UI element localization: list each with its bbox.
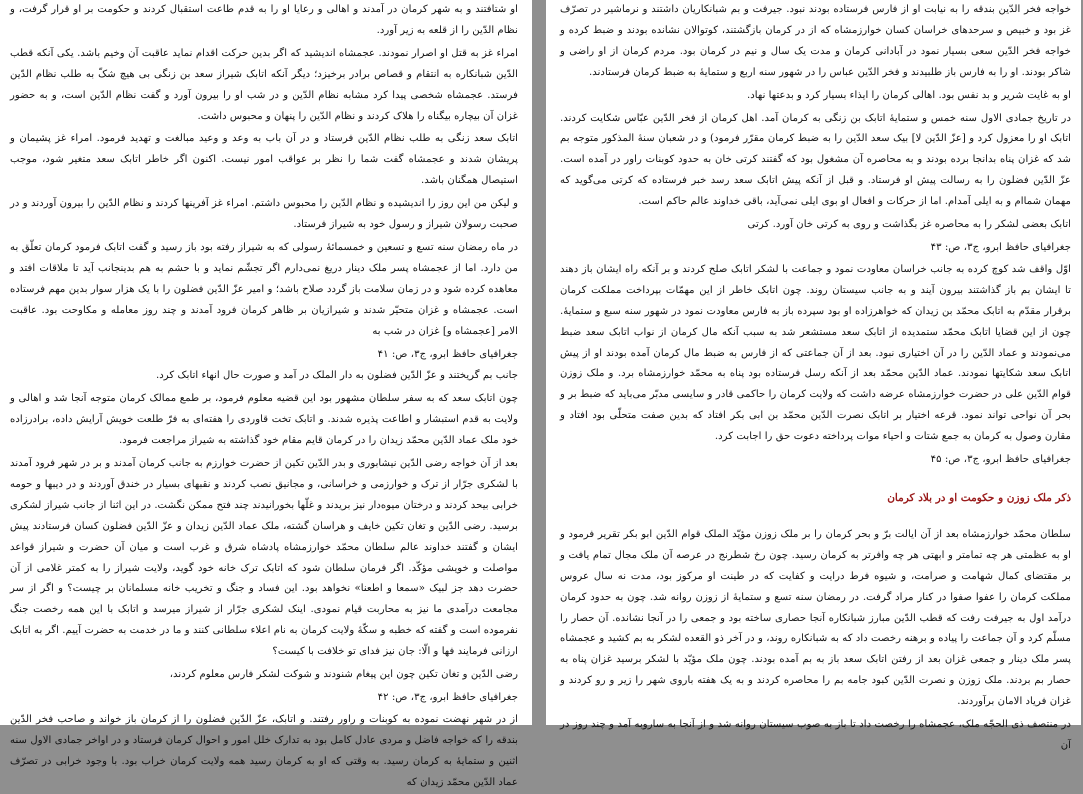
text-paragraph: در ماه رمضان سنه تسع و تسعین و خمسمائهٔ رسولی که به شیراز رفته بود باز رسید و گفت اتابک فرمود کرمان تعلّق به من دارد. اما از عجمشاه پسر ملک دینار دریغ نمی‌دارم اگر تجشّم نماید و با حشم به هم بدینجانب آید تا ملاقات افتد و معاهده کرده شود و در زمان سلامت باز گردد صلاح باشد؛ و امیر عزّ الدّین فضلون را با یک هزار سوار بدین مهم فرستاده است. عجمشاه و غزان متحیّر شدند و شیرازیان بر ظاهر کرمان فرود آمدند و چند روز معامله و مکاوحت بود. عاقبت الامر [عجمشاه و] غزان در شب به [10, 241, 518, 337]
section-heading: ذکر ملک زوزن و حکومت او در بلاد کرمان [887, 491, 1071, 504]
source-reference: جغرافیای حافظ ابرو، ج۳، ص: ۴۱ [377, 348, 518, 360]
text-paragraph: سلطان محمّد خوارزمشاه بعد از آن ایالت برّ و بحر کرمان را بر ملک زوزن مؤیّد الملک قوام الدّین ابو بکر تقریر فرمود و او به عظمتی هر چه تمامتر و ابهتی هر چه وافرتر به کرمان رسید. چون رخ شطرنج در عرصه آن ملک مجال تمام یافت و بر مقتضای کمال شهامت و صرامت، و شیوه فرط درایت و کفایت که در طینت او مرکوز بود، مدت نه سال عروس مملکت کرمان را عفوا صفوا در کنار مراد گرفت. در رمضان سنه تسع و ستمایهٔ از زوزن روانه شد. چون به حدود کرمان درآمد اول به جیرفت رفت که قطب الدّین مبارز شبانکاره آنجا حصاری ساخته بود و جمعی را در آنجا نشانده. آن حصار را مسلّم کرد و آن جماعت را پیاده و برهنه رخصت داد که به شبانکاره روند، و در آخر ذو القعده لشکر به بم کشید و عجمشاه پسر ملک دینار و جمعی غزان بعد از رفتن اتابک سعد باز به بم آمده بودند. چون ملک مؤیّد با لشکر برسید غزان پناه به حصار بم بردند. ملک زوزن و نصرت الدّین کبود جامه بم را محاصره کردند و به یک هفته باروی شهر را زیر و رو کردند و غزان فریاد الامان برآوردند. [560, 528, 1071, 708]
document-page-left [0, 0, 532, 788]
page-body-left [10, 0, 518, 794]
source-reference: جغرافیای حافظ ابرو، ج۳، ص: ۴۵ [930, 454, 1071, 466]
text-paragraph: اتابک سعد زنگی به طلب نظام الدّین فرستاد و در آن باب به وعد و وعید مبالغت و تهدید فرمود. امراء غز پشیمان و پریشان شدند و عجمشاه گفت شما را نظر بر عواقب امور نیست. اکنون اگر خاطر اتابک سعد متغیر شود، موجب استیصال همگنان باشد. [10, 133, 518, 187]
text-paragraph: بعد از آن خواجه رضی الدّین نیشابوری و بدر الدّین تکین از حضرت خوارزم به جانب کرمان آمدند و بر در شهر فرود آمدند با لشکری جرّار از ترک و خوارزمی و خراسانی، و مجانیق نصب کردند و نقبهای بسیار در خندق آوردند و در دیبها و حومه خرابی بیحد کردند و درختان میوه‌دار نیز بریدند و غلّها بخورانیدند چند فتح ممکن نگشت. در این اثنا از جانب شیراز لشکری برسید. رضی الدّین و تغان تکین خایف و هراسان گشته، ملک عماد الدّین زیدان و عزّ الدّین فضلون کسان فرستادند پیش ایشان و گفتند خداوند عالم سلطان محمّد خوارزمشاه پادشاه شرق و غرب است و میان آن حضرت و شیراز قواعد مواصلت و خویشی مؤکّد. اگر فرمان سلطان شود که اتابک ترک خانه خود گوید، ولایت شیراز را به کمتر غلامی از آن حضرت دهد جز لبیک «سمعا و اطعنا» نخواهد بود. این فساد و جنگ و تخریب خانه مسلمانان بر چیست؟ و اگر از سر مجامعت درآمدی ما نیز به محاربت قیام نمودی. اینک لشکری جرّار از شیراز میرسد و اتابک با این همه رخصت جنگ نفرموده است و گفته که خطبه و سکّهٔ ولایت کرمان به نام اعلاء سلطانی کنند و ما در خدمت به حضرت آییم. اگر به اتابک ارزانی فرمایند فها و الّا: جان نیز فدای تو خلافت با کیست؟ [10, 458, 518, 658]
text-paragraph: در تاریخ جمادی الاول سنه خمس و ستمایهٔ اتابک بن زنگی به کرمان آمد. اهل کرمان از فخر الدّین عبّاس شکایت کردند. اتابک او را معزول کرد و [عزّ الدّین لا] بیک سعد الدّین را به ضبط کرمان مقرّر فرمود) و در شعبان سنهٔ المذکور متوجه بم شد که غزان پناه بدانجا برده بودند و به محاصره آن مشغول بود که گفتند کرتی خان به حدود کوبنات راور در آمده است. عزّ الدّین فضلون را به رسالت پیش او فرستاد. و قبل از آنکه پیش اتابک سعد رسد خبر فرستاده که کرتی می‌گوید که مهمان شماام و به ایلی آمدام. اما از حرکات و افعال او بوی ایلی نمی‌آید، باقی خداوند عالم حاکم است. [560, 112, 1071, 208]
text-paragraph: رضی الدّین و تغان تکین چون این پیغام شنودند و شوکت لشکر فارس معلوم کردند، [169, 669, 518, 681]
text-paragraph: چون اتابک سعد که به سفر سلطان مشهور بود این قضیه معلوم فرمود، بر طمع ممالک کرمان متوجه آنجا شد و اهالی و ولایت به قدم استبشار و اطاعت پذیره شدند. و اتابک تخت قاوردی را هفته‌ای به فرّ طلعت خویش آرایش داده، برادرزاده خود ملک عماد الدّین محمّد زیدان را در کرمان قایم مقام خود گذاشته به شیراز مراجعت فرمود. [10, 393, 518, 447]
text-paragraph: او شتافتند و به شهر کرمان در آمدند و اهالی و رعایا او را به قدم طاعت استقبال کردند و حکومت بر او قرار گرفت، و نظام الدّین را از قلعه به زیر آورد. [10, 4, 518, 36]
text-paragraph: و لیکن من این روز را اندیشیده و نظام الدّین را محبوس داشتم. امراء غز آفرینها کردند و نظام الدّین را بیرون آوردند و در صحبت رسولان شیراز و رسول خود به شیراز فرستاد. [10, 198, 518, 231]
document-page-right [546, 0, 1081, 751]
text-paragraph: امراء غز به قتل او اصرار نمودند. عجمشاه اندیشید که اگر بدین حرکت اقدام نماید عاقبت آن وخیم باشد. یکی آنکه قطب الدّین شبانکاره به انتقام و قصاص برادر برخیزد؛ دیگر آنکه اتابک شیراز سعد بن زنگی بی هیچ شکّ به طلب نظام الدّین فرستد. عجمشاه شخصی پیدا کرد مشابه نظام الدّین و در شب او را بیرون آورد و گفت نظام الدّین است، و به حضور غزان آن بیچاره بیگناه را هلاک کردند و نظام الدّین را پنهان و محبوس داشت. [10, 47, 518, 122]
text-paragraph: از در شهر نهضت نموده به کوبنات و راور رفتند. و اتابک، عزّ الدّین فضلون را از کرمان باز خواند و صاحب فخر الدّین بندقه را که خواجه فاضل و مردی عادل کامل بود به تدارک خلل امور و احوال کرمان فرستاد و در اواخر جمادی الاول سنه اثنین و ستمایهٔ به کرمان رسید. به وقتی که او به کرمان رسید همه ولایت کرمان خراب بود. با وجود خرابی در تصرّف عماد الدّین محمّد زیدان که [10, 713, 518, 788]
source-reference: جغرافیای حافظ ابرو، ج۳، ص: ۴۳ [930, 241, 1071, 253]
text-paragraph: خواجه فخر الدّین بندقه را به نیابت او از فارس فرستاده بودند نبود. جیرفت و بم شبانکاریان داشتند و نرماشیر در تصرّف غز بود و خبیص و سرحدهای خراسان کسان خوارزمشاه که از در کرمان بازگشتند، کوتوالان نشانده بودند و ضبط کرده و خواجه فخر الدّین سعی بسیار نمود در آبادانی کرمان و مدت یک سال و نیم در کرمان بود. مردم کرمان از او راضی و شاکر بودند. او را به فارس باز طلبیدند و فخر الدّین عباس را در شهور سنه اربع و ستمایهٔ به ضبط کرمان فرستادند. [560, 4, 1071, 78]
text-paragraph: اتابک بعضی لشکر را به محاصره غز بگذاشت و روی به کرتی خان آورد. کرتی [747, 219, 1071, 231]
text-paragraph: جانب بم گریختند و عزّ الدّین فضلون به دار الملک در آمد و صورت حال انهاء اتابک کرد. [156, 370, 518, 382]
page-body-right [560, 0, 1071, 757]
page-gap [532, 0, 546, 725]
source-reference: جغرافیای حافظ ابرو، ج۳، ص: ۴۲ [377, 692, 518, 703]
text-paragraph: او به غایت شریر و بد نفس بود. اهالی کرمان را ایذاء بسیار کرد و بدعتها نهاد. [747, 89, 1071, 101]
text-paragraph: اوّل واقف شد کوچ کرده به جانب خراسان معاودت نمود و جماعت با لشکر اتابک صلح کردند و بر آنکه راه ایشان باز دهند تا ایشان بم باز گذاشتند بیرون آیند و به جانب سیستان روند. چون اتابک خاطر از این مهمّات بپرداخت مملکت کرمان برقرار مقدّم به اتابک محمّد بن زیدان که خواهرزاده او بود سپرده باز به فارس معاودت نمود در شهور سنه سبع و ستمایهٔ. چون از این قضایا اتابک محمّد ستمدیده از اتابک سعد مستشعر شد به سبب آنکه مال کرمان از نواب اتابک سعد ضبط می‌نمودند و عماد الدّین را در آن اختیاری نبود. بعد از آن جماعتی که از فارس به ضبط مال کرمان آمده بودند او از پیش اتابک سعد شکایتها نمودند. عماد الدّین محمّد بعد از آنکه رسل فرستاده بود پناه به محمّد خوارزمشاه برد. و ملک زوزن قوام الدّین علی در حضرت خوارزمشاه عرضه داشت که ولایت کرمان را حاکمی قادر و سایسی مدبّر می‌باید که ضبط بر و بحر آن نواحی تواند نمود. قرعه اختیار بر اتابک نصرت الدّین محمّد بن ابی بکر افتاد که بدین صفت متحلّی بود افتاد و مقارن وصول به کرمان به جمع شتات و احیاء موات پرداخته دعوت حق را اجابت کرد. [560, 263, 1071, 443]
text-paragraph: در منتصف ذی الحجّه ملک، عجمشاه را رخصت داد تا باز به صوب سیستان روانه شد و از آنجا به ساروبه آمد و چند روز در آن [560, 719, 1071, 751]
